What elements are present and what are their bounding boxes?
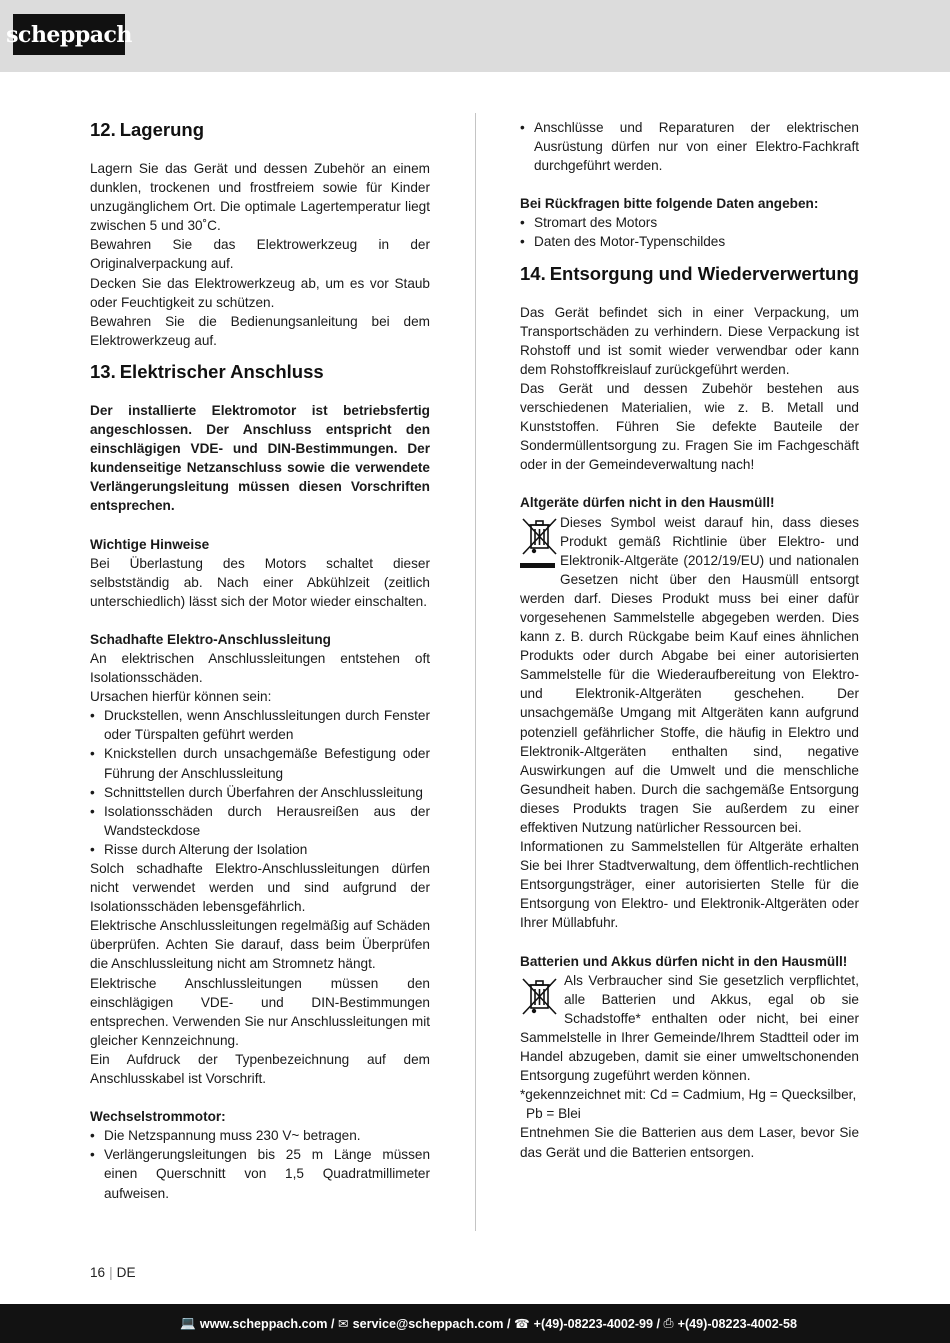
- list-item: • Die Netzspannung muss 230 V~ betragen.: [90, 1126, 430, 1145]
- weee-block: [520, 513, 859, 838]
- data-list: [520, 213, 859, 251]
- paragraph: Informationen zu Sammelstellen für Altgeräte erhalten Sie bei Ihrer Stadtverwaltung, dem öffentlich-rechtlichen Entsorgungsträger, einer autorisierten Stelle für die Entsorgung von Elektro- und Elektronik-Altgeräten oder Ihrer Müllabfuhr.: [520, 839, 859, 931]
- page-number: 16 | DE: [90, 1265, 136, 1280]
- fax-number: +(49)-08223-4002-58: [677, 1316, 797, 1331]
- footnote: *gekennzeichnet mit: Cd = Cadmium, Hg = Quecksilber,: [520, 1087, 857, 1103]
- paragraph: Solch schadhafte Elektro-Anschlussleitungen dürfen nicht verwendet werden und sind aufgrund der Isolationsschäden lebensgefährlich.: [90, 861, 430, 915]
- repair-list: [520, 118, 859, 175]
- page-footer: [0, 1304, 950, 1343]
- paragraph: Lagern Sie das Gerät und dessen Zubehör an einem dunklen, trockenen und frostfreiem sowie für Kinder unzugänglichem Ort. Die optimale Lagertemperatur liegt zwischen 5 und 30˚C.: [90, 161, 430, 234]
- subheading-altgeraete: Altgeräte dürfen nicht in den Hausmüll!: [520, 495, 775, 511]
- website-link[interactable]: www.scheppach.com /: [199, 1316, 335, 1331]
- section-heading-entsorgung: 14. Entsorgung und Wiederverwertung: [520, 262, 859, 284]
- subheading-batterien: Batterien und Akkus dürfen nicht in den Hausmüll!: [520, 953, 848, 969]
- paragraph: Entnehmen Sie die Batterien aus dem Laser, bevor Sie das Gerät und die Batterien entsorgen.: [520, 1125, 859, 1160]
- crossed-bin-icon: [520, 976, 559, 1016]
- section-heading-lagerung: 12. Lagerung: [90, 119, 204, 140]
- fax-icon: ⎙: [663, 1316, 674, 1330]
- paragraph: An elektrischen Anschlussleitungen entstehen oft Isolationsschäden.: [90, 650, 430, 686]
- paragraph: Bewahren Sie das Elektrowerkzeug in der Originalverpackung auf.: [90, 237, 430, 272]
- subheading-schadhafte: Schadhafte Elektro-Anschlussleitung: [90, 631, 331, 647]
- paragraph: Elektrische Anschlussleitungen müssen den einschlägigen VDE- und DIN-Bestimmungen entsprechen. Verwenden Sie nur Anschlussleitungen mit gleicher Kennzeichnung.: [90, 975, 430, 1048]
- motor-list: [90, 1126, 430, 1202]
- paragraph: Decken Sie das Elektrowerkzeug ab, um es vor Staub oder Feuchtigkeit zu schützen.: [90, 275, 430, 310]
- list-item: • Verlängerungsleitungen bis 25 m Länge müssen einen Querschnitt von 1,5 Quadratmillimeter aufweisen.: [90, 1145, 430, 1202]
- paragraph: Ein Aufdruck der Typenbezeichnung auf dem Anschlusskabel ist Vorschrift.: [90, 1051, 430, 1087]
- paragraph: Bei Überlastung des Motors schaltet dieser selbstständig ab. Nach einer Abkühlzeit (zeitlich unterschiedlich) lässt sich der Motor wieder einschalten.: [90, 555, 430, 609]
- paragraph: Dieses Symbol weist darauf hin, dass dieses Produkt gemäß Richtlinie über Elektro- und Elektronik-Altgeräte (2012/19/EU) und nationalen Gesetzen nicht über den Hausmüll entsorgt werden darf. Dieses Produkt muss bei einer dafür vorgesehenen Sammelstelle abgegeben werden. Dies kann z. B. durch Rückgabe beim Kauf eines ähnlichen Produkts oder durch Abgabe bei einer autorisierten Sammelstelle für die Wiederaufbereitung von Elektro- und Elektronik-Altgeräten geschehen. Der unsachgemäße Umgang mit Altgeräten kann aufgrund potenziell gefährlicher Stoffe, die häufig in Elektro und Elektronik-Altgeräten enthalten sind, negative Auswirkungen auf die Umwelt und die menschliche Gesundheit haben. Durch die sachgemäße Entsorgung dieses Produkts tragen Sie außerdem zu einer effektiven Nutzung natürlicher Ressourcen bei.: [520, 514, 859, 835]
- right-column: [520, 118, 859, 1162]
- left-column: [90, 118, 430, 1203]
- page-header: [0, 0, 950, 72]
- list-item: • Anschlüsse und Reparaturen der elektrischen Ausrüstung dürfen nur von einer Elektro-Fachkraft durchgeführt werden.: [520, 118, 859, 175]
- brand-logo: scheppach: [13, 14, 125, 55]
- battery-block: [520, 971, 859, 1086]
- intro-paragraph: Der installierte Elektromotor ist betriebsfertig angeschlossen. Der Anschluss entspricht den einschlägigen VDE- und DIN-Bestimmungen. Der kundenseitige Netzanschluss sowie die verwendete Verlängerungsleitung müssen diesen Vorschriften entsprechen.: [90, 402, 430, 514]
- email-link[interactable]: service@scheppach.com /: [352, 1316, 511, 1331]
- crossed-bin-icon: [520, 516, 559, 574]
- list-item: • Knickstellen durch unsachgemäße Befestigung oder Führung der Anschlussleitung: [90, 744, 430, 782]
- list-item: • Risse durch Alterung der Isolation: [90, 840, 430, 859]
- paragraph: Als Verbraucher sind Sie gesetzlich verpflichtet, alle Batterien und Akkus, egal ob sie Schadstoffe* enthalten oder nicht, bei einer Sammelstelle in Ihrer Gemeinde/Ihrem Stadtteil oder im Handel abzugeben, damit sie einer umweltschonenden Entsorgung zugeführt werden können.: [520, 972, 859, 1084]
- paragraph: Ursachen hierfür können sein:: [90, 689, 272, 705]
- phone-icon: ☎: [513, 1317, 530, 1331]
- causes-list: [90, 706, 430, 859]
- phone-number: +(49)-08223-4002-99 /: [533, 1316, 661, 1331]
- paragraph: Das Gerät und dessen Zubehör bestehen aus verschiedenen Materialien, wie z. B. Metall und Kunststoffen. Führen Sie defekte Bauteile der Sondermüllentsorgung zu. Fragen Sie im Fachgeschäft oder in der Gemeindeverwaltung nach!: [520, 380, 859, 473]
- paragraph: Bewahren Sie die Bedienungsanleitung bei dem Elektrowerkzeug auf.: [90, 313, 430, 348]
- column-divider: [475, 113, 476, 1231]
- subheading-hinweise: Wichtige Hinweise: [90, 536, 210, 552]
- list-item: • Druckstellen, wenn Anschlussleitungen durch Fenster oder Türspalten geführt werden: [90, 706, 430, 744]
- subheading-rueckfragen: Bei Rückfragen bitte folgende Daten angeben:: [520, 196, 819, 212]
- list-item: • Schnittstellen durch Überfahren der Anschlussleitung: [90, 783, 430, 802]
- paragraph: Elektrische Anschlussleitungen regelmäßig auf Schäden überprüfen. Achten Sie darauf, dass beim Überprüfen die Anschlussleitung nicht am Stromnetz hängt.: [90, 918, 430, 972]
- subheading-wechselstrom: Wechselstrommotor:: [90, 1109, 226, 1125]
- mail-icon: ✉: [338, 1317, 349, 1331]
- paragraph: Das Gerät befindet sich in einer Verpackung, um Transportschäden zu verhindern. Diese Verpackung ist Rohstoff und ist somit wieder verwendbar oder kann dem Rohstoffkreislauf zurückgeführt werden.: [520, 304, 859, 377]
- computer-icon: 💻: [180, 1316, 196, 1330]
- section-heading-anschluss: 13. Elektrischer Anschluss: [90, 360, 324, 382]
- list-item: • Isolationsschäden durch Herausreißen aus der Wandsteckdose: [90, 802, 430, 840]
- list-item: • Daten des Motor-Typenschildes: [520, 232, 859, 251]
- footnote: Pb = Blei: [526, 1106, 581, 1122]
- list-item: • Stromart des Motors: [520, 213, 859, 232]
